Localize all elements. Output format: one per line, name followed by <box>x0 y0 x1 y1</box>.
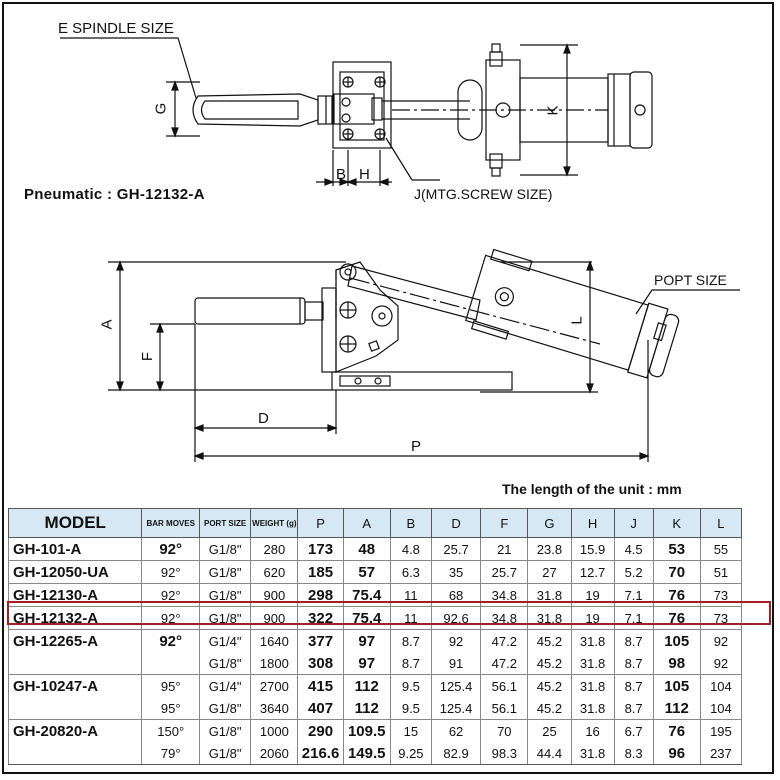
table-cell: 57 <box>343 561 390 584</box>
table-cell: 47.2 <box>481 652 528 675</box>
model-cell: GH-10247-A <box>9 675 142 698</box>
header-model: MODEL <box>9 509 142 538</box>
table-cell: 620 <box>251 561 298 584</box>
table-cell: 149.5 <box>343 742 390 765</box>
table-cell: 173 <box>298 538 343 561</box>
table-cell: 31.8 <box>571 675 614 698</box>
table-cell: 55 <box>700 538 741 561</box>
table-cell: 96 <box>653 742 700 765</box>
table-cell: 1640 <box>251 630 298 653</box>
table-cell: 104 <box>700 697 741 720</box>
dim-k-label: K <box>544 105 562 116</box>
table-cell: 21 <box>481 538 528 561</box>
table-cell: 7.1 <box>614 607 653 630</box>
table-row <box>9 607 742 630</box>
header-f: F <box>481 509 528 538</box>
table-cell: 900 <box>251 584 298 607</box>
table-cell: 25.7 <box>431 538 480 561</box>
model-cell: GH-12265-A <box>9 630 142 653</box>
dim-d-label: D <box>258 410 269 427</box>
pneumatic-model-title: Pneumatic : GH-12132-A <box>24 186 205 203</box>
model-cell: GH-101-A <box>9 538 142 561</box>
table-cell: 12.7 <box>571 561 614 584</box>
table-cell: 15 <box>390 720 431 743</box>
table-row <box>9 720 742 743</box>
table-cell: 92° <box>142 630 199 653</box>
table-cell: 216.6 <box>298 742 343 765</box>
table-cell: 47.2 <box>481 630 528 653</box>
table-cell: G1/8" <box>199 697 250 720</box>
table-cell: 92° <box>142 538 199 561</box>
table-cell: 92 <box>700 630 741 653</box>
table-cell: G1/4" <box>199 675 250 698</box>
table-cell: 9.5 <box>390 675 431 698</box>
table-cell: 76 <box>653 584 700 607</box>
dim-b-label: B <box>336 166 347 183</box>
table-row <box>9 742 742 765</box>
header-bar-moves: BAR MOVES <box>142 509 199 538</box>
table-cell: 8.7 <box>614 697 653 720</box>
table-cell: 34.8 <box>481 584 528 607</box>
model-cell <box>9 697 142 720</box>
table-cell: 280 <box>251 538 298 561</box>
table-cell: 31.8 <box>571 742 614 765</box>
model-cell: GH-20820-A <box>9 720 142 743</box>
table-cell: 73 <box>700 584 741 607</box>
table-cell: 3640 <box>251 697 298 720</box>
e-spindle-label: E SPINDLE SIZE <box>58 20 174 37</box>
table-cell: 45.2 <box>528 675 571 698</box>
table-cell: 15.9 <box>571 538 614 561</box>
table-cell: 92° <box>142 607 199 630</box>
table-cell: 2700 <box>251 675 298 698</box>
j-mtg-screw-label: J(MTG.SCREW SIZE) <box>414 186 553 202</box>
table-cell: 62 <box>431 720 480 743</box>
table-cell: 27 <box>528 561 571 584</box>
table-row <box>9 697 742 720</box>
model-cell: GH-12050-UA <box>9 561 142 584</box>
table-cell: 48 <box>343 538 390 561</box>
table-cell: 308 <box>298 652 343 675</box>
table-cell: 51 <box>700 561 741 584</box>
table-cell: 105 <box>653 630 700 653</box>
dim-a-label: A <box>98 319 116 330</box>
table-cell: 91 <box>431 652 480 675</box>
table-cell: 8.7 <box>614 652 653 675</box>
spec-table <box>8 508 742 765</box>
table-cell: 19 <box>571 584 614 607</box>
table-cell: 6.3 <box>390 561 431 584</box>
table-cell: 31.8 <box>571 652 614 675</box>
table-cell: 92° <box>142 584 199 607</box>
table-cell: 53 <box>653 538 700 561</box>
table-row <box>9 561 742 584</box>
table-cell: 8.7 <box>390 652 431 675</box>
table-cell: 8.7 <box>614 630 653 653</box>
table-cell: 45.2 <box>528 630 571 653</box>
header-l: L <box>700 509 741 538</box>
table-cell: 34.8 <box>481 607 528 630</box>
table-cell: 185 <box>298 561 343 584</box>
table-cell: 1800 <box>251 652 298 675</box>
table-cell: 237 <box>700 742 741 765</box>
table-cell: 290 <box>298 720 343 743</box>
table-cell: 56.1 <box>481 675 528 698</box>
table-cell: 45.2 <box>528 652 571 675</box>
header-a: A <box>343 509 390 538</box>
table-cell: 112 <box>343 675 390 698</box>
table-cell: 98 <box>653 652 700 675</box>
table-cell: 76 <box>653 720 700 743</box>
table-cell: 4.5 <box>614 538 653 561</box>
header-d: D <box>431 509 480 538</box>
table-cell: 45.2 <box>528 697 571 720</box>
table-cell: 75.4 <box>343 584 390 607</box>
table-cell: 7.1 <box>614 584 653 607</box>
table-cell: 31.8 <box>571 630 614 653</box>
table-cell: 92° <box>142 561 199 584</box>
table-cell: 92.6 <box>431 607 480 630</box>
table-cell: G1/8" <box>199 720 250 743</box>
table-cell <box>142 652 199 675</box>
table-cell: 97 <box>343 630 390 653</box>
model-cell: GH-12132-A <box>9 607 142 630</box>
table-cell: 25.7 <box>481 561 528 584</box>
dim-h-label: H <box>359 166 370 183</box>
table-cell: 23.8 <box>528 538 571 561</box>
header-j: J <box>614 509 653 538</box>
table-cell: G1/8" <box>199 561 250 584</box>
table-cell: 44.4 <box>528 742 571 765</box>
table-cell: 56.1 <box>481 697 528 720</box>
table-cell: 8.7 <box>614 675 653 698</box>
table-cell: 104 <box>700 675 741 698</box>
table-cell: 125.4 <box>431 675 480 698</box>
table-row <box>9 538 742 561</box>
table-cell: G1/8" <box>199 607 250 630</box>
table-cell: 1000 <box>251 720 298 743</box>
unit-note: The length of the unit : mm <box>502 481 682 497</box>
table-cell: 92 <box>700 652 741 675</box>
table-row <box>9 630 742 653</box>
dim-p-label: P <box>411 438 422 455</box>
table-cell: 298 <box>298 584 343 607</box>
table-cell: 76 <box>653 607 700 630</box>
table-cell: 112 <box>653 697 700 720</box>
table-cell: 95° <box>142 675 199 698</box>
model-cell <box>9 652 142 675</box>
table-cell: 8.7 <box>390 630 431 653</box>
table-cell: 16 <box>571 720 614 743</box>
table-cell: 112 <box>343 697 390 720</box>
table-cell: 25 <box>528 720 571 743</box>
dim-l-label: L <box>568 316 586 325</box>
table-cell: 95° <box>142 697 199 720</box>
table-cell: 2060 <box>251 742 298 765</box>
table-cell: 92 <box>431 630 480 653</box>
table-row <box>9 652 742 675</box>
header-k: K <box>653 509 700 538</box>
table-cell: 97 <box>343 652 390 675</box>
table-cell: 11 <box>390 607 431 630</box>
table-cell: G1/8" <box>199 538 250 561</box>
table-cell: 35 <box>431 561 480 584</box>
table-cell: 31.8 <box>528 584 571 607</box>
table-cell: 322 <box>298 607 343 630</box>
table-cell: 70 <box>653 561 700 584</box>
table-cell: 19 <box>571 607 614 630</box>
table-cell: 6.7 <box>614 720 653 743</box>
table-cell: 125.4 <box>431 697 480 720</box>
model-cell <box>9 742 142 765</box>
header-port-size: PORT SIZE <box>199 509 250 538</box>
table-cell: 195 <box>700 720 741 743</box>
dim-f-label: F <box>139 351 157 362</box>
table-cell: 105 <box>653 675 700 698</box>
header-p: P <box>298 509 343 538</box>
table-cell: G1/4" <box>199 630 250 653</box>
table-cell: 9.25 <box>390 742 431 765</box>
table-cell: 150° <box>142 720 199 743</box>
header-b: B <box>390 509 431 538</box>
table-cell: 79° <box>142 742 199 765</box>
table-cell: 109.5 <box>343 720 390 743</box>
table-cell: G1/8" <box>199 584 250 607</box>
table-cell: 98.3 <box>481 742 528 765</box>
table-cell: 75.4 <box>343 607 390 630</box>
table-cell: G1/8" <box>199 742 250 765</box>
table-cell: 407 <box>298 697 343 720</box>
table-cell: 900 <box>251 607 298 630</box>
table-row <box>9 584 742 607</box>
table-cell: 68 <box>431 584 480 607</box>
table-cell: 415 <box>298 675 343 698</box>
top-view <box>60 38 652 186</box>
table-row <box>9 675 742 698</box>
table-header-row <box>9 509 742 538</box>
table-cell: 8.3 <box>614 742 653 765</box>
header-g: G <box>528 509 571 538</box>
table-cell: 70 <box>481 720 528 743</box>
table-cell: 9.5 <box>390 697 431 720</box>
table-cell: 31.8 <box>528 607 571 630</box>
header-weight: WEIGHT (g) <box>251 509 298 538</box>
table-cell: 11 <box>390 584 431 607</box>
model-cell: GH-12130-A <box>9 584 142 607</box>
side-view <box>108 248 740 462</box>
table-cell: 31.8 <box>571 697 614 720</box>
table-cell: 5.2 <box>614 561 653 584</box>
table-cell: 4.8 <box>390 538 431 561</box>
header-h: H <box>571 509 614 538</box>
table-cell: 82.9 <box>431 742 480 765</box>
table-cell: 377 <box>298 630 343 653</box>
table-cell: G1/8" <box>199 652 250 675</box>
port-size-label: POPT SIZE <box>654 272 727 288</box>
dim-g-label: G <box>152 102 170 115</box>
table-cell: 73 <box>700 607 741 630</box>
